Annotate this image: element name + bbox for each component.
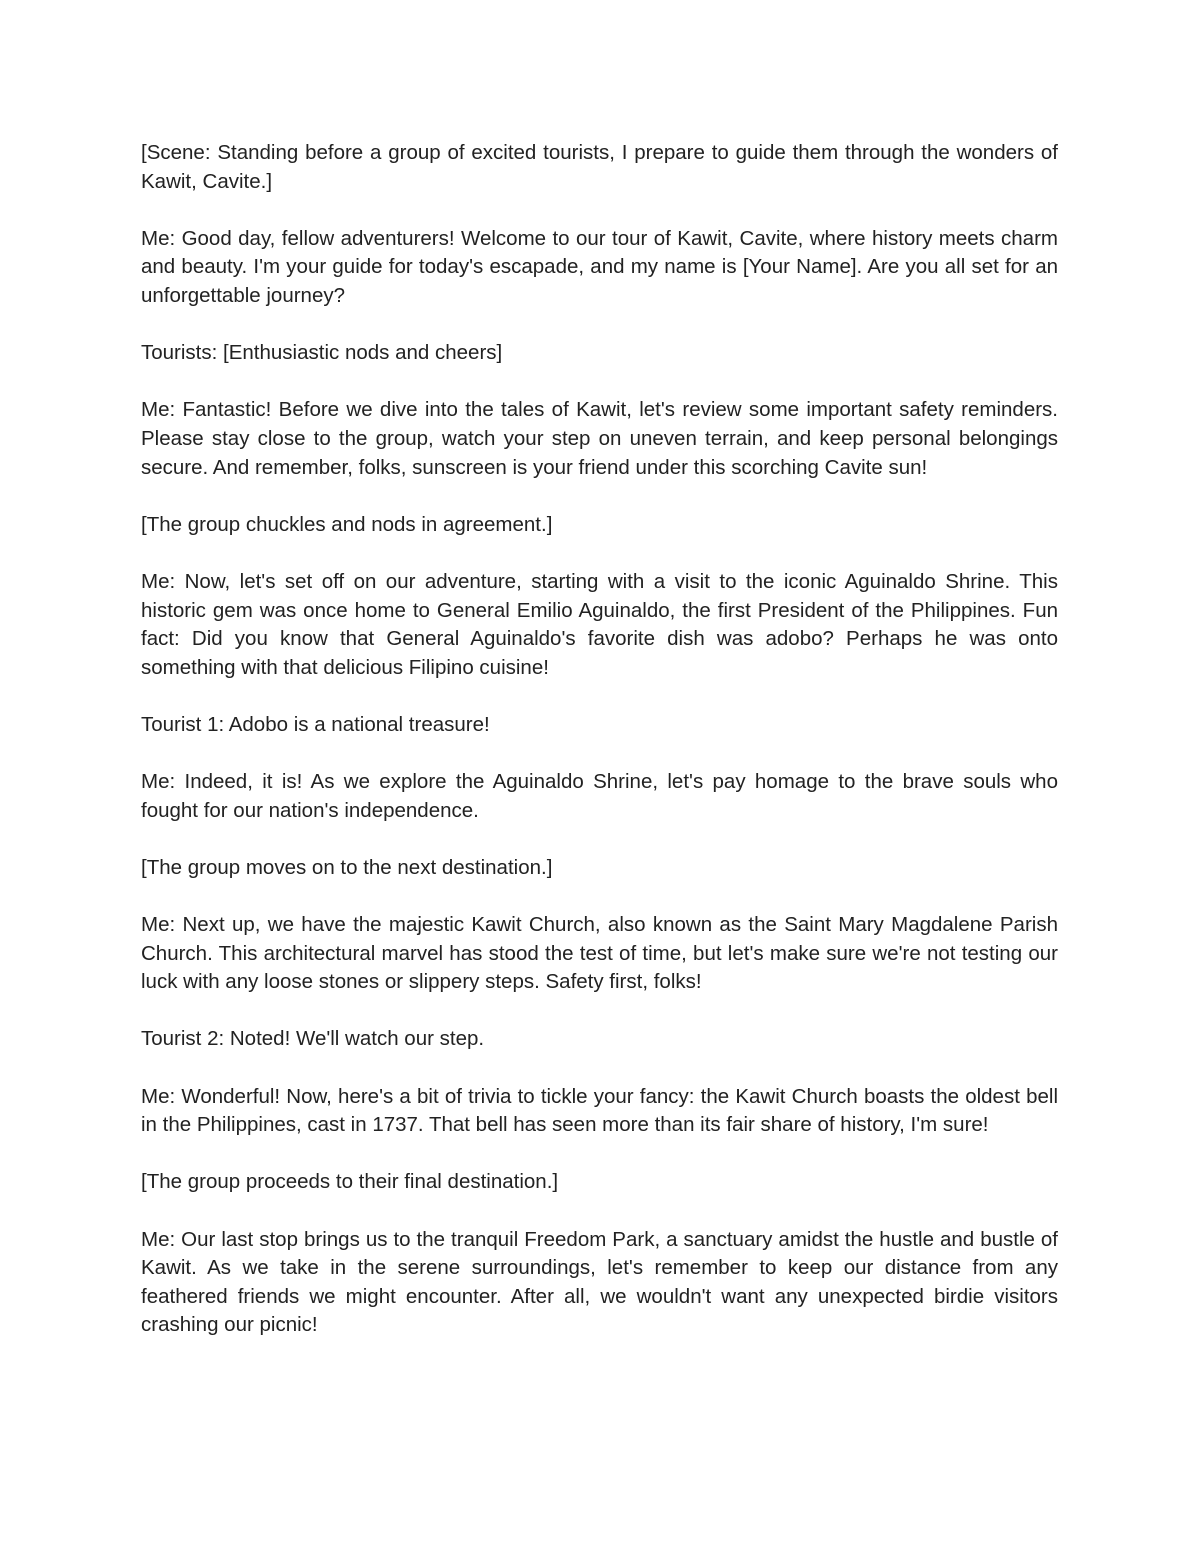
dialogue-paragraph: Tourist 1: Adobo is a national treasure! <box>141 712 490 736</box>
dialogue-paragraph: Me: Fantastic! Before we dive into the tales of Kawit, let's review some important safety reminders. Please stay close to the group, watch your step on uneven terrain, and keep personal belongings secure. And remember, folks, sunscreen is your friend under this scorching Cavite sun! <box>141 398 1058 479</box>
dialogue-paragraph: Me: Good day, fellow adventurers! Welcome to our tour of Kawit, Cavite, where history meets charm and beauty. I'm your guide for today's escapade, and my name is [Your Name]. Are you all set for an unforgettable journey? <box>141 226 1058 307</box>
dialogue-paragraph: Tourists: [Enthusiastic nods and cheers] <box>141 341 503 365</box>
scene-direction-paragraph: [The group chuckles and nods in agreement.] <box>141 512 553 536</box>
dialogue-paragraph: Me: Wonderful! Now, here's a bit of trivia to tickle your fancy: the Kawit Church boasts the oldest bell in the Philippines, cast in 1737. That bell has seen more than its fair share of history, I'm sure! <box>141 1084 1058 1137</box>
dialogue-paragraph: Tourist 2: Noted! We'll watch our step. <box>141 1027 485 1051</box>
scene-direction-paragraph: [The group moves on to the next destination.] <box>141 855 553 879</box>
scene-direction-paragraph: [Scene: Standing before a group of excited tourists, I prepare to guide them through the wonders of Kawit, Cavite.] <box>141 141 1058 193</box>
dialogue-paragraph: Me: Our last stop brings us to the tranquil Freedom Park, a sanctuary amidst the hustle and bustle of Kawit. As we take in the serene surroundings, let's remember to keep our distance from any feathered friends we might encounter. After all, we wouldn't want any unexpected birdie visitors crashing our picnic! <box>141 1227 1058 1337</box>
dialogue-paragraph: Me: Indeed, it is! As we explore the Aguinaldo Shrine, let's pay homage to the brave souls who fought for our nation's independence. <box>141 770 1058 822</box>
document-body <box>141 139 1058 1369</box>
scene-direction-paragraph: [The group proceeds to their final destination.] <box>141 1170 559 1194</box>
dialogue-paragraph: Me: Now, let's set off on our adventure, starting with a visit to the iconic Aguinaldo Shrine. This historic gem was once home to General Emilio Aguinaldo, the first President of the Philippines. Fun fact: Did you know that General Aguinaldo's favorite dish was adobo? Perhaps he was onto something with that delicious Filipino cuisine! <box>141 569 1058 679</box>
dialogue-paragraph: Me: Next up, we have the majestic Kawit Church, also known as the Saint Mary Magdalene Parish Church. This architectural marvel has stood the test of time, but let's make sure we're not testing our luck with any loose stones or slippery steps. Safety first, folks! <box>141 913 1058 994</box>
